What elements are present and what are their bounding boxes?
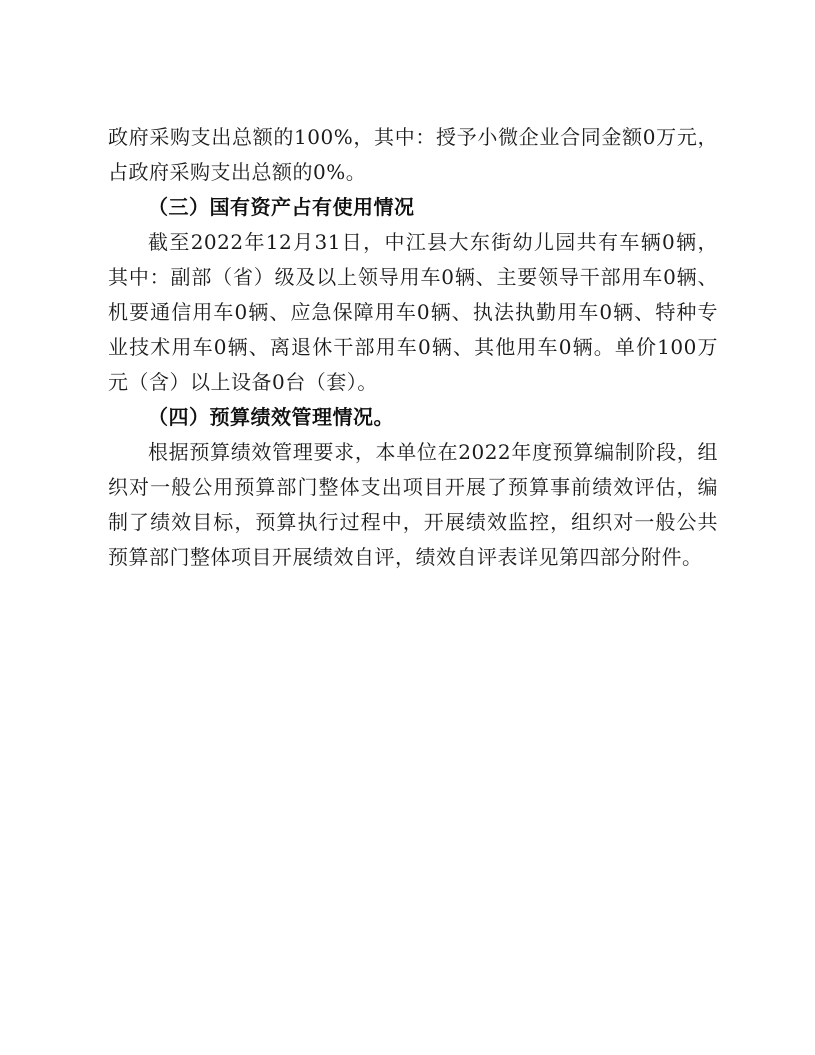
document-body — [108, 120, 718, 575]
paragraph-performance-management: 根据预算绩效管理要求，本单位在2022年度预算编制阶段，组织对一般公用预算部门整体支出项目开展了预算事前绩效评估，编制了绩效目标，预算执行过程中，开展绩效监控，组织对一般公共预算部门整体项目开展绩效自评，绩效自评表详见第四部分附件。 — [108, 440, 718, 569]
section-heading-performance-management: （四）预算绩效管理情况。 — [148, 405, 394, 429]
paragraph-vehicles-assets: 截至2022年12月31日，中江县大东街幼儿园共有车辆0辆，其中：副部（省）级及以上领导用车0辆、主要领导干部用车0辆、机要通信用车0辆、应急保障用车0辆、执法执勤用车0辆、特种专业技术用车0辆、离退休干部用车0辆、其他用车0辆。单价100万元（含）以上设备0台（套）。 — [108, 230, 718, 394]
section-heading-state-assets: （三）国有资产占有使用情况 — [148, 195, 415, 219]
paragraph-procurement-continuation: 政府采购支出总额的100%，其中：授予小微企业合同金额0万元，占政府采购支出总额的0%。 — [108, 125, 718, 184]
